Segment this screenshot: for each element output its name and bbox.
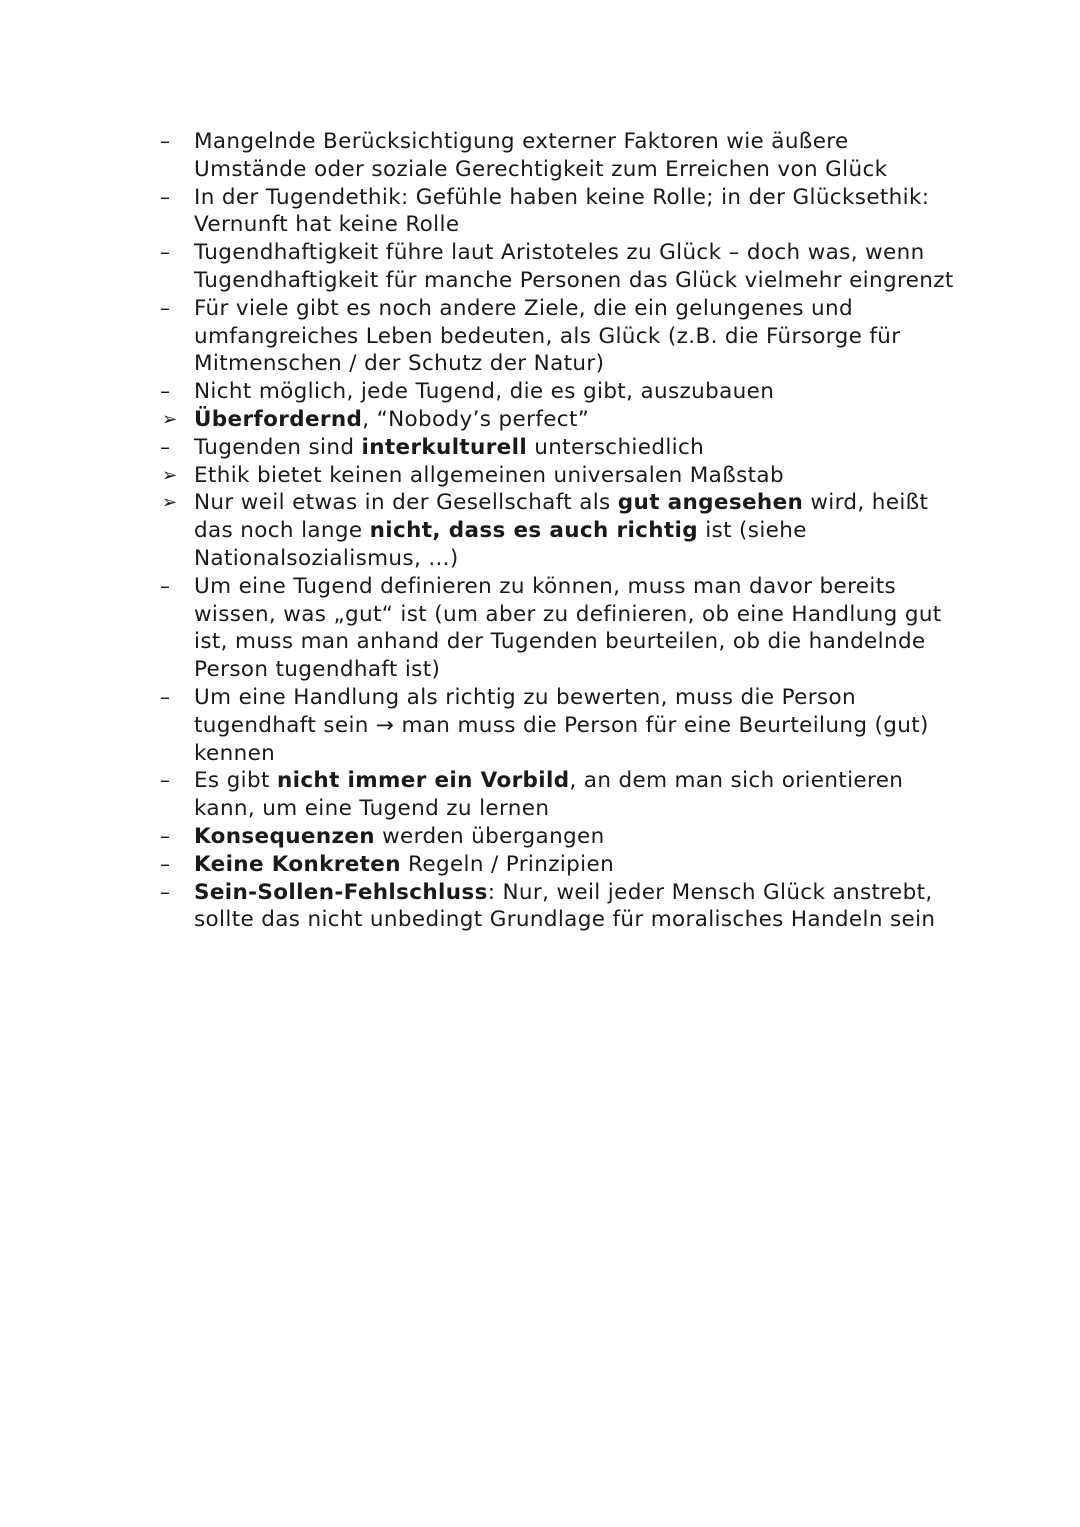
list-item-text <box>194 239 958 295</box>
list-item <box>158 573 958 684</box>
body-text: werden übergangen <box>374 823 605 849</box>
list-item <box>158 462 958 490</box>
dash-bullet-icon: – <box>160 240 171 265</box>
body-text: In der Tugendethik: Gefühle haben keine Rolle; in der Glücksethik: Vernunft hat keine Rolle <box>194 184 930 238</box>
list-item-text <box>194 573 958 684</box>
dash-bullet-icon: – <box>160 184 171 209</box>
list-item <box>158 239 958 295</box>
dash-bullet-icon: – <box>160 379 171 404</box>
list-item-text <box>194 823 958 851</box>
emphasis-text: Sein-Sollen-Fehlschluss <box>194 879 488 905</box>
list-item-text <box>194 851 958 879</box>
list-item <box>158 767 958 823</box>
body-text: , an dem man sich orientieren kann, um eine Tugend zu lernen <box>194 768 904 822</box>
list-item-text <box>194 184 958 240</box>
list-item <box>158 184 958 240</box>
emphasis-text: Konsequenzen <box>194 823 375 849</box>
body-text: Tugenden sind <box>194 434 362 460</box>
list-item-text <box>194 684 958 767</box>
list-item-text <box>194 489 958 572</box>
dash-bullet-icon: – <box>160 823 171 848</box>
list-item-text <box>194 406 958 434</box>
list-item <box>158 378 958 406</box>
list-item-text <box>194 295 958 378</box>
list-item-text <box>194 462 958 490</box>
body-text: , “Nobody’s perfect” <box>362 406 590 432</box>
list-item <box>158 434 958 462</box>
body-text: Es gibt <box>194 768 277 794</box>
dash-bullet-icon: – <box>160 129 171 153</box>
list-item-text <box>194 378 958 406</box>
body-text: Mangelnde Berücksichtigung externer Faktoren wie äußere Umstände oder soziale Gerechtigkeit zum Erreichen von Glück <box>194 129 888 182</box>
dash-bullet-icon: – <box>160 295 171 320</box>
emphasis-text: interkulturell <box>361 434 528 460</box>
dash-bullet-icon: – <box>160 573 171 598</box>
list-item <box>158 823 958 851</box>
body-text: Um eine Tugend definieren zu können, muss man davor bereits wissen, was „gut“ ist (um aber zu definieren, ob eine Handlung gut ist, muss man anhand der Tugenden beurteilen, ob die handelnde Person tugendhaft ist) <box>194 573 942 683</box>
emphasis-text: Keine Konkreten <box>194 851 401 877</box>
list-item-text <box>194 879 958 935</box>
arrow-bullet-icon: ➢ <box>162 408 178 430</box>
body-text: Nicht möglich, jede Tugend, die es gibt, auszubauen <box>194 379 775 405</box>
body-text: Ethik bietet keinen allgemeinen universalen Maßstab <box>194 462 784 488</box>
dash-bullet-icon: – <box>160 434 171 459</box>
arrow-bullet-icon: ➢ <box>162 464 178 486</box>
body-text: : Nur, weil jeder Mensch Glück anstrebt, sollte das nicht unbedingt Grundlage für moralisches Handeln sein <box>194 879 936 933</box>
arrow-bullet-icon: ➢ <box>162 492 178 514</box>
list-item <box>158 879 958 935</box>
emphasis-text: nicht immer ein Vorbild <box>276 768 570 794</box>
list-item <box>158 406 958 434</box>
list-item <box>158 851 958 879</box>
emphasis-text: gut angesehen <box>617 490 804 516</box>
body-text: Um eine Handlung als richtig zu bewerten, muss die Person tugendhaft sein → man muss die Person für eine Beurteilung (gut) kennen <box>194 684 929 766</box>
body-text: ist (siehe Nationalsozialismus, ...) <box>194 518 807 571</box>
dash-bullet-icon: – <box>160 879 171 904</box>
list-item-text <box>194 434 958 462</box>
body-text: wird, heißt das noch lange <box>194 490 929 544</box>
emphasis-text: Überfordernd <box>194 406 363 432</box>
list-item <box>158 128 958 184</box>
list-item-text <box>194 767 958 823</box>
list-item <box>158 489 958 572</box>
dash-bullet-icon: – <box>160 768 171 793</box>
criticism-list <box>158 128 958 934</box>
body-text: Regeln / Prinzipien <box>400 851 615 877</box>
dash-bullet-icon: – <box>160 684 171 709</box>
body-text: unterschiedlich <box>527 434 705 460</box>
body-text: Nur weil etwas in der Gesellschaft als <box>194 490 618 516</box>
body-text: Für viele gibt es noch andere Ziele, die ein gelungenes und umfangreiches Leben bedeuten, als Glück (z.B. die Fürsorge für Mitmenschen / der Schutz der Natur) <box>194 295 901 377</box>
list-item-text <box>194 128 958 184</box>
emphasis-text: nicht, dass es auch richtig <box>369 518 699 544</box>
body-text: Tugendhaftigkeit führe laut Aristoteles zu Glück – doch was, wenn Tugendhaftigkeit für manche Personen das Glück vielmehr eingrenzt <box>194 240 954 293</box>
list-item <box>158 295 958 378</box>
list-item <box>158 684 958 767</box>
dash-bullet-icon: – <box>160 851 171 876</box>
